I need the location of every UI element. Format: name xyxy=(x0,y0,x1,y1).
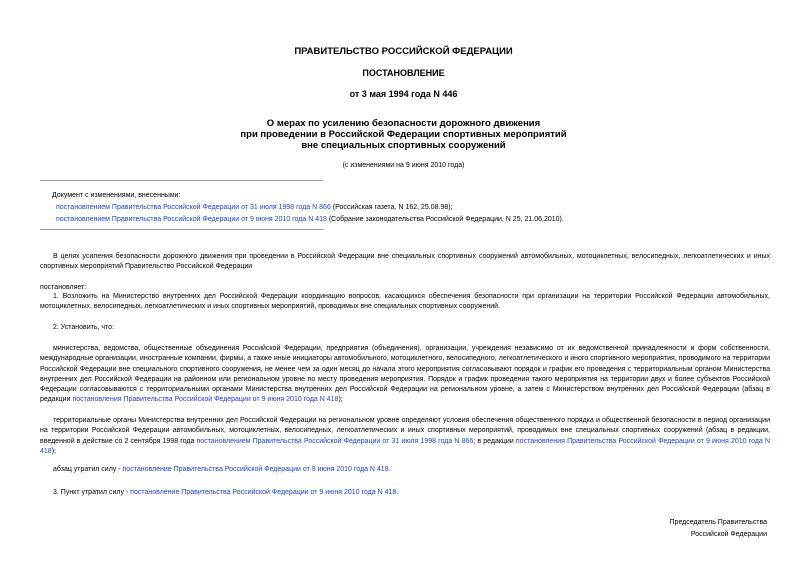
paragraph-b-text: территориальные органы Министерства внутренних дел Российской Федерации на региональном уровне определяют условия обеспечения общественного порядка и общественной безопасности в период организации на территории Российской Федерации автомобильных, мотоциклетных, велосипедных, легкоатлетических и иных спортивных мероприятий, проводимых вне специальных спортивных сооружений (абзац в редакции, введенной в действие со 2 сентября 1998 года xyxy=(40,417,770,445)
paragraph-c-end: . xyxy=(388,466,391,473)
government-heading: ПРАВИТЕЛЬСТВО РОССИЙСКОЙ ФЕДЕРАЦИИ xyxy=(294,46,513,57)
paragraph-b xyxy=(40,416,770,457)
paragraph-a xyxy=(40,344,770,406)
decrees-word: постановляет: xyxy=(40,284,87,291)
paragraph-b-link-1998[interactable]: постановлением Правительства Российской Федерации от 31 июля 1998 года N 866 xyxy=(196,437,474,445)
title-line: вне специальных спортивных сооружений xyxy=(301,140,506,151)
preamble-paragraph: В целях усиления безопасности дорожного движения при проведении в Российской Федерации вне специальных спортивных сооружений автомобильных, мотоциклетных, велосипедных, легкоатлетических и иных спортивных мероприятий Правительство Российской Федерации xyxy=(40,253,770,271)
amendment-link-1998[interactable]: постановлением Правительства Российской Федерации от 31 июля 1998 года N 866 xyxy=(56,204,331,211)
signature-organization: Российской Федерации xyxy=(690,531,767,538)
revision-note: (с изменениями на 9 июня 2010 года) xyxy=(342,162,465,169)
amendment-item xyxy=(52,214,564,226)
amendments-block xyxy=(52,190,564,226)
divider-bottom xyxy=(40,229,323,230)
paragraph-c-link[interactable]: постановление Правительства Российской Федерации от 9 июня 2010 года N 418 xyxy=(122,466,389,473)
paragraph-a-link[interactable]: постановления Правительства Российской Федерации от 9 июня 2010 года N 418 xyxy=(72,396,339,404)
title-line: О мерах по усилению безопасности дорожного движения xyxy=(266,118,541,129)
signature-block xyxy=(670,517,767,541)
signature-position: Председатель Правительства xyxy=(669,519,767,526)
title-line: при проведении в Российской Федерации спортивных мероприятий xyxy=(240,129,567,140)
item-3-end: . xyxy=(396,489,399,496)
paragraph-c xyxy=(40,465,770,475)
paragraph-a-end: ); xyxy=(338,396,343,404)
paragraph-b-link-2010[interactable]: постановления Правительства Российской Федерации от 9 июня 2010 года N 418 xyxy=(40,437,770,455)
document-date-number: от 3 мая 1994 года N 446 xyxy=(349,89,458,99)
divider-top xyxy=(40,180,323,181)
document-type: ПОСТАНОВЛЕНИЕ xyxy=(362,68,445,78)
amendment-item xyxy=(52,202,564,214)
item-1-paragraph: 1. Возложить на Министерство внутренних дел Российской Федерации координацию вопросов, касающихся обеспечения безопасности при организации на территории Российской Федерации автомобильных, мотоциклетных, велосипедных, легкоатлетических и иных спортивных мероприятий, проводимых вне специальных спортивных сооружений. xyxy=(40,293,770,311)
document-title xyxy=(0,118,807,151)
amendment-link-2010[interactable]: постановлением Правительства Российской Федерации от 9 июня 2010 года N 418 xyxy=(56,216,327,223)
paragraph-b-mid: ; в редакции xyxy=(473,437,516,445)
amendment-source: (Российская газета, N 162, 25.08.98); xyxy=(330,204,453,211)
amendment-source: (Собрание законодательства Российской Федерации, N 25, 21.06.2010). xyxy=(326,216,564,223)
amendments-intro: Документ с изменениями, внесенными: xyxy=(52,192,181,199)
item-3-paragraph xyxy=(40,488,770,498)
paragraph-b-end: ); xyxy=(51,447,56,455)
paragraph-a-text: министерства, ведомства, общественные объединения Российской Федерации, предприятия (объединения), организации, учреждения независимо от их ведомственной принадлежности и форм собственности, международные организации, иностранные компании, фирмы, а также иные инициаторы автомобильного, мотоциклетного, велосипедного, легкоатлетического и иного спортивного мероприятия, проводимого на территории Российской Федерации вне специального спортивного сооружения, не менее чем за один месяц до начала этого мероприятия согласовывают порядок и график его проведения с территориальным органом Министерства внутренних дел Российской Федерации на районном или региональном уровне по месту проведения мероприятия. Порядок и график проведения такого мероприятия на территории двух и более субъектов Российской Федерации согласовываются с территориальными органами Министерства внутренних дел Российской Федерации на региональном уровне, а затем с Министерством внутренних дел Российской Федерации (абзац в редакции xyxy=(40,345,770,404)
item-3-link[interactable]: постановление Правительства Российской Федерации от 9 июня 2010 года N 418 xyxy=(130,489,397,496)
paragraph-c-text: абзац утратил силу - xyxy=(53,466,123,473)
item-3-text: 3. Пункт утратил силу - xyxy=(53,489,131,496)
item-2-paragraph: 2. Установить, что: xyxy=(53,324,115,331)
